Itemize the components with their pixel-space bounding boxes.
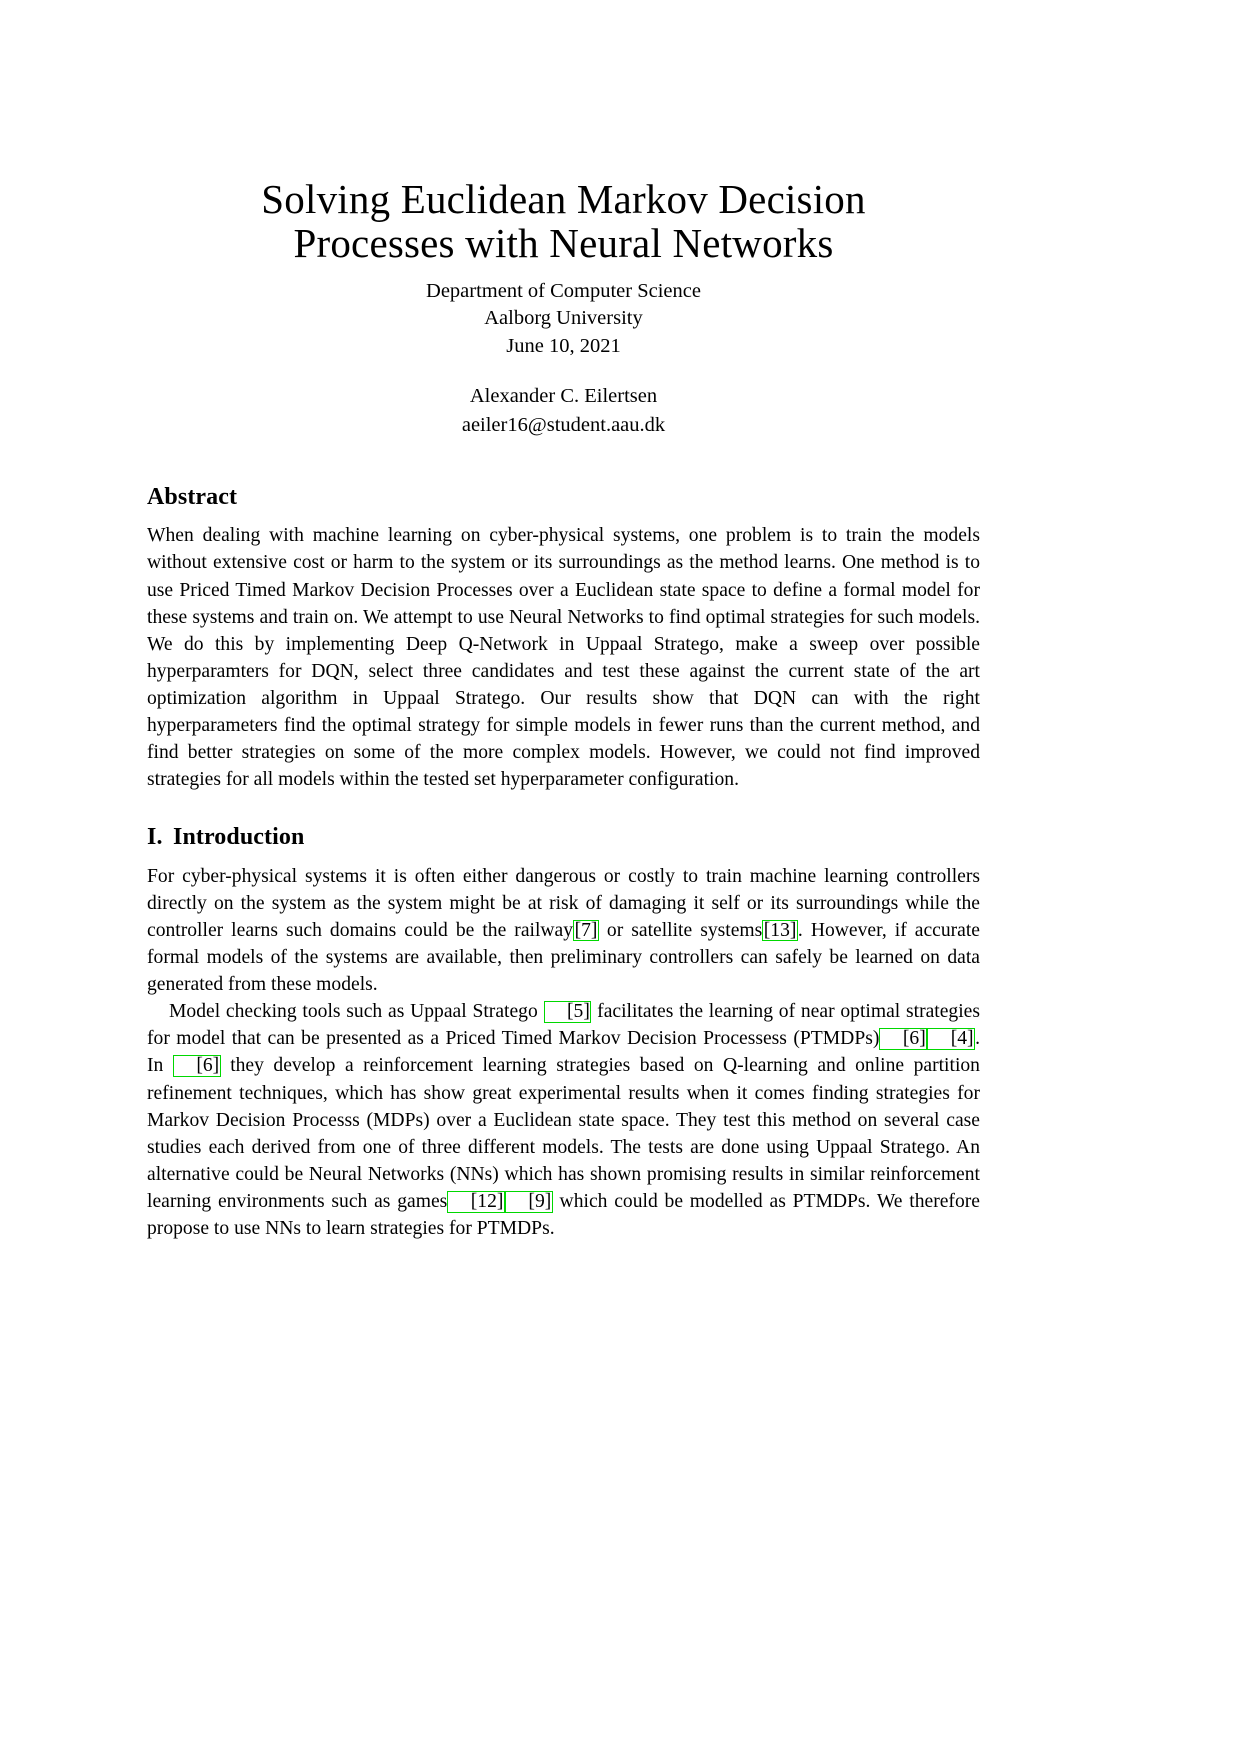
section-title: Introduction bbox=[173, 823, 305, 850]
citation-link-4[interactable]: [4] bbox=[927, 1028, 975, 1050]
publication-date: June 10, 2021 bbox=[506, 334, 621, 357]
par2-text-part3: . In bbox=[147, 1028, 980, 1077]
par2-text-part2: facilitates the learning of near optimal strategies for model that can be presented as a Priced Timed Markov Decision Processess (PTMDPs) bbox=[147, 1001, 980, 1050]
par1-text-part1: For cyber-physical systems it is often either dangerous or costly to train machine learning controllers directly on the system as the system might be at risk of damaging it self or its surroundings while the controller learns such domains could be the railway bbox=[147, 865, 980, 941]
affiliation-department: Department of Computer Science bbox=[426, 279, 701, 302]
abstract-heading: Abstract bbox=[147, 484, 238, 511]
page-title bbox=[191, 178, 936, 266]
author-email: aeiler16@student.aau.dk bbox=[461, 414, 666, 437]
title-line-2: Processes with Neural Networks bbox=[293, 219, 834, 266]
par2-text-part4: they develop a reinforcement learning strategies based on Q-learning and online partition refinement techniques, which has show great experimental results when it comes finding strategies for Markov Decision Processs (MDPs) over a Euclidean state space. They test this method on several case studies each derived from one of three different models. The tests are done using Uppaal Stratego. An alternative could be Neural Networks (NNs) which has shown promising results in similar reinforcement learning environments such as games bbox=[147, 1055, 980, 1213]
introduction-paragraph-2 bbox=[147, 998, 980, 1242]
par2-text-part1: Model checking tools such as Uppaal Stratego bbox=[169, 1001, 544, 1023]
citation-group-12-9 bbox=[447, 1191, 553, 1212]
citation-link-13[interactable]: [13] bbox=[763, 919, 797, 941]
citation-link-6a[interactable]: [6] bbox=[879, 1028, 927, 1050]
affiliation-university: Aalborg University bbox=[484, 307, 643, 330]
page-content bbox=[147, 0, 980, 1242]
citation-link-7[interactable]: [7] bbox=[574, 919, 598, 941]
citation-group-6-4 bbox=[879, 1028, 975, 1049]
introduction-paragraph-1 bbox=[147, 863, 980, 999]
citation-link-12[interactable]: [12] bbox=[447, 1191, 505, 1213]
title-line-1: Solving Euclidean Markov Decision bbox=[261, 176, 866, 222]
par1-text-part2: or satellite systems bbox=[598, 919, 763, 941]
author-name: Alexander C. Eilertsen bbox=[469, 385, 658, 408]
par1-text-part3: . However, if accurate formal models of the systems are available, then preliminary controllers can safely be learned on data generated from these models. bbox=[147, 919, 980, 996]
author-block bbox=[147, 382, 980, 440]
abstract-paragraph: When dealing with machine learning on cyber-physical systems, one problem is to train the models without extensive cost or harm to the system or its surroundings as the method learns. One method is to use Priced Timed Markov Decision Processes over a Euclidean state space to define a formal model for these systems and train on. We attempt to use Neural Networks to find optimal strategies for such models. We do this by implementing Deep Q-Network in Uppaal Stratego, make a sweep over possible hyperparamters for DQN, select three candidates and test these against the current state of the art optimization algorithm in Uppaal Stratego. Our results show that DQN can with the right hyperparameters find the optimal strategy for simple models in fewer runs than the current method, and find better strategies on some of the more complex models. However, we could not find improved strategies for all models within the tested set hyperparameter configuration. bbox=[147, 525, 980, 791]
par2-text-part5: which could be modelled as PTMDPs. We therefore propose to use NNs to learn strategies for PTMDPs. bbox=[147, 1191, 980, 1240]
introduction-heading bbox=[147, 824, 980, 851]
section-number: I. bbox=[147, 823, 163, 850]
citation-link-5[interactable]: [5] bbox=[544, 1001, 592, 1023]
citation-link-9[interactable]: [9] bbox=[505, 1191, 553, 1213]
title-block bbox=[147, 178, 980, 440]
citation-link-6b[interactable]: [6] bbox=[173, 1055, 221, 1077]
affiliation-block bbox=[147, 278, 980, 360]
